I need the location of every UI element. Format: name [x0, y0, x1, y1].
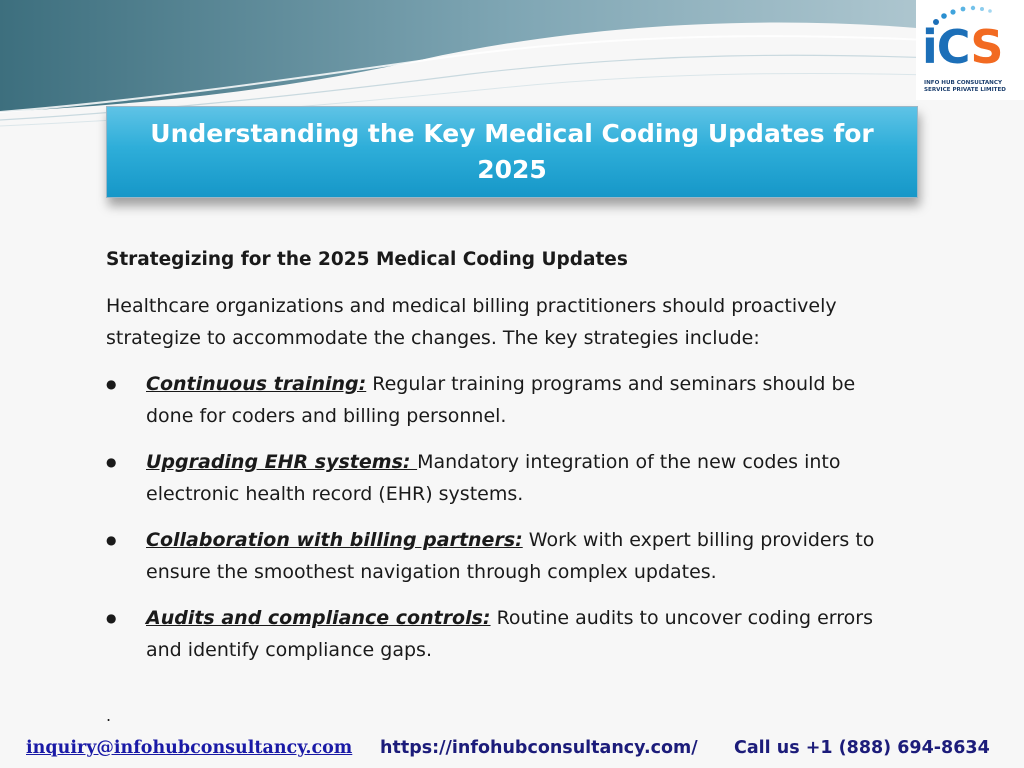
- main-content: [106, 244, 906, 680]
- bullet-icon: ●: [106, 377, 117, 391]
- strategy-text: Mandatory integration of the new codes into electronic health record (EHR) systems.: [146, 451, 841, 505]
- strategy-term: Continuous training:: [146, 373, 367, 395]
- footer-email-link[interactable]: inquiry@infohubconsultancy.com: [26, 738, 353, 758]
- list-item: [106, 524, 906, 588]
- list-item: [106, 368, 906, 432]
- bullet-icon: ●: [106, 611, 117, 625]
- bullet-icon: ●: [106, 455, 117, 469]
- intro-paragraph: Healthcare organizations and medical billing practitioners should proactively strategize to accommodate the changes. The key strategies include:: [106, 295, 837, 349]
- list-item: [106, 602, 906, 666]
- strategy-list: [106, 368, 906, 666]
- company-logo: [916, 0, 1024, 100]
- bullet-icon: ●: [106, 533, 117, 547]
- footer-phone: Call us +1 (888) 694-8634: [734, 738, 990, 758]
- logo-wordmark: iCS: [922, 20, 1003, 74]
- section-heading: Strategizing for the 2025 Medical Coding Updates: [106, 249, 628, 270]
- logo-company-name: INFO HUB CONSULTANCY SERVICE PRIVATE LIMITED: [924, 80, 1006, 93]
- page-title: Understanding the Key Medical Coding Updates for 2025: [150, 119, 874, 184]
- strategy-text: Routine audits to uncover coding errors and identify compliance gaps.: [146, 607, 874, 661]
- list-item: [106, 446, 906, 510]
- strategy-term: Upgrading EHR systems:: [146, 451, 418, 473]
- strategy-term: Audits and compliance controls:: [146, 607, 491, 629]
- strategy-text: Regular training programs and seminars should be done for coders and billing personnel.: [146, 373, 856, 427]
- footer-website-link[interactable]: https://infohubconsultancy.com/: [380, 738, 698, 758]
- title-banner: [106, 106, 918, 198]
- strategy-term: Collaboration with billing partners:: [146, 529, 523, 551]
- strategy-text: Work with expert billing providers to ensure the smoothest navigation through complex updates.: [146, 529, 875, 583]
- trailing-period: .: [106, 706, 112, 725]
